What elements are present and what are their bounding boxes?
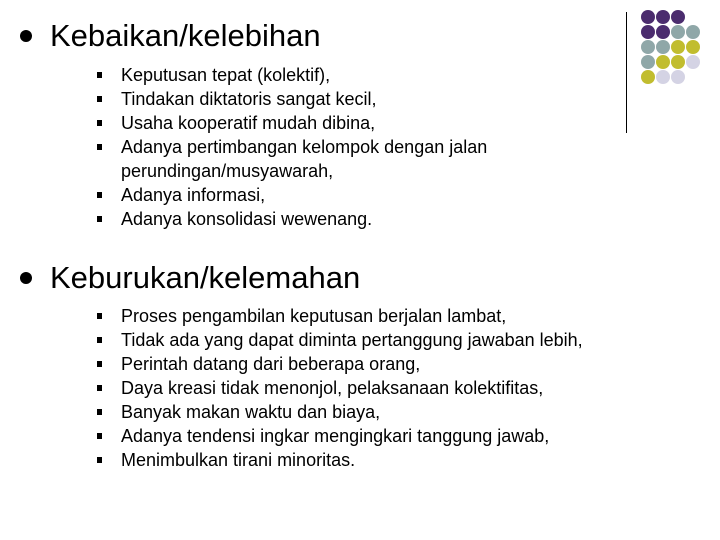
decorative-dot [656,70,670,84]
item-text: Usaha kooperatif mudah dibina, [121,113,376,133]
item-text: Tidak ada yang dapat diminta pertanggung jawaban lebih, [121,330,583,350]
item-text: Adanya informasi, [121,185,266,205]
list-item [20,304,641,328]
list-item [20,183,551,207]
section-advantages [20,18,551,231]
heading-text: Kebaikan/kelebihan [50,18,321,53]
square-bullet-icon [97,361,102,367]
list-item [20,111,551,135]
section-heading [20,18,551,54]
decorative-dot [641,40,655,54]
decorative-dot [641,10,655,24]
heading-text: Keburukan/kelemahan [50,260,361,295]
section-disadvantages [20,260,641,472]
decorative-dot [641,70,655,84]
list-item [20,400,641,424]
square-bullet-icon [97,144,102,150]
list-item [20,87,551,111]
item-text: Adanya konsolidasi wewenang. [121,209,373,229]
item-text: Adanya pertimbangan kelompok dengan jalan perundingan/musyawarah, [121,137,488,181]
item-text: Keputusan tepat (kolektif), [121,65,331,85]
decorative-dot [671,10,685,24]
list-item [20,352,641,376]
section-heading [20,260,641,296]
decorative-dot [641,25,655,39]
decorative-dot [656,55,670,69]
list-item [20,63,551,87]
decorative-dot [671,70,685,84]
list-item [20,328,641,352]
decorative-dot [656,10,670,24]
item-text: Banyak makan waktu dan biaya, [121,402,381,422]
list-item [20,135,551,183]
square-bullet-icon [97,120,102,126]
decorative-dot [656,40,670,54]
round-bullet-icon [20,30,32,42]
decorative-dot [671,40,685,54]
list-item [20,376,641,400]
list-item [20,448,641,472]
square-bullet-icon [97,72,102,78]
square-bullet-icon [97,337,102,343]
item-text: Adanya tendensi ingkar mengingkari tanggung jawab, [121,426,550,446]
advantages-list [20,63,551,231]
decorative-dot [671,25,685,39]
decorative-dot [686,25,700,39]
item-text: Daya kreasi tidak menonjol, pelaksanaan kolektifitas, [121,378,544,398]
decorative-dot [656,25,670,39]
disadvantages-list [20,304,641,472]
square-bullet-icon [97,216,102,222]
item-text: Tindakan diktatoris sangat kecil, [121,89,377,109]
item-text: Perintah datang dari beberapa orang, [121,354,421,374]
square-bullet-icon [97,96,102,102]
decorative-dot [641,55,655,69]
square-bullet-icon [97,433,102,439]
decorative-dot [686,40,700,54]
round-bullet-icon [20,272,32,284]
square-bullet-icon [97,457,102,463]
square-bullet-icon [97,409,102,415]
decorative-dot [686,55,700,69]
item-text: Menimbulkan tirani minoritas. [121,450,356,470]
square-bullet-icon [97,192,102,198]
list-item [20,424,641,448]
list-item [20,207,551,231]
square-bullet-icon [97,313,102,319]
decorative-dot [671,55,685,69]
square-bullet-icon [97,385,102,391]
item-text: Proses pengambilan keputusan berjalan lambat, [121,306,507,326]
